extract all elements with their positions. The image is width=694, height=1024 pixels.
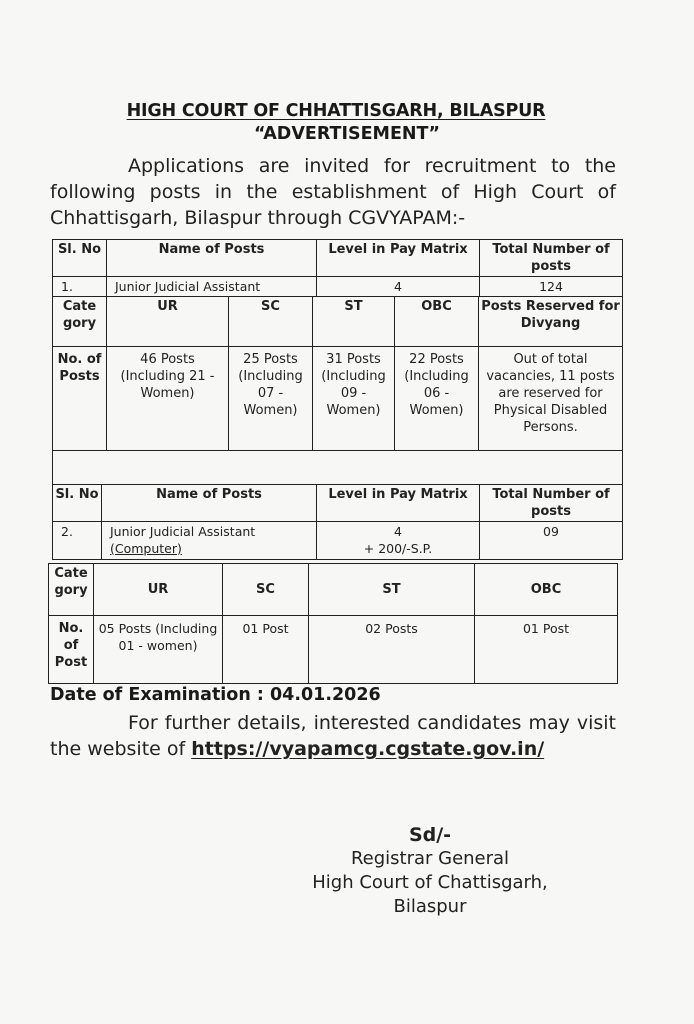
t2-cat-sc: SC (223, 564, 309, 616)
t2-post-name-line2: (Computer) (110, 541, 182, 556)
t2-posts-obc: 01 Post (475, 616, 618, 684)
t1-cat-sc: SC (229, 297, 313, 347)
t2-level (317, 522, 480, 560)
t2-level-header: Level in Pay Matrix (317, 485, 480, 522)
table2-header (52, 484, 623, 560)
t2-cat-st: ST (309, 564, 475, 616)
t2-posts-st: 02 Posts (309, 616, 475, 684)
t1-sl: 1. (53, 277, 107, 297)
t2-total-header: Total Number of posts (480, 485, 623, 522)
t1-posts-ur: 46 Posts (Including 21 - Women) (107, 347, 229, 451)
t1-posts-divyang: Out of total vacancies, 11 posts are reserved for Physical Disabled Persons. (479, 347, 623, 451)
t2-level-line2: + 200/-S.P. (363, 541, 433, 556)
t1-name-header: Name of Posts (107, 240, 317, 277)
table1-categories (52, 296, 623, 485)
t2-category-label: Cate gory (49, 564, 94, 616)
intro-paragraph (50, 153, 616, 231)
signatory-place: Bilaspur (393, 896, 467, 917)
t2-posts-ur: 05 Posts (Including 01 - women) (94, 616, 223, 684)
t1-total-header: Total Number of posts (480, 240, 623, 277)
t2-post-name (102, 522, 317, 560)
intro-text: Applications are invited for recruitment to the following posts in the establishment of High Court of Chhattisgarh, Bilaspur through CGVYAPAM:- (50, 155, 616, 229)
t2-cat-ur: UR (94, 564, 223, 616)
t1-posts-label: No. of Posts (53, 347, 107, 451)
t2-total: 09 (480, 522, 623, 560)
t2-sl-header: Sl. No (53, 485, 102, 522)
t2-post-name-line1: Junior Judicial Assistant (110, 524, 256, 539)
sd-mark: Sd/- (408, 824, 452, 846)
further-text: For further details, interested candidates may visit the website of (50, 712, 616, 760)
t2-posts-sc: 01 Post (223, 616, 309, 684)
t1-sl-header: Sl. No (53, 240, 107, 277)
t1-posts-obc: 22 Posts (Including 06 - Women) (395, 347, 479, 451)
t1-cat-divyang: Posts Reserved for Divyang (479, 297, 623, 347)
t2-posts-label: No. of Post (49, 616, 94, 684)
signatory-title: Registrar General (350, 848, 510, 869)
t1-cat-st: ST (313, 297, 395, 347)
t1-level-header: Level in Pay Matrix (317, 240, 480, 277)
t1-cat-ur: UR (107, 297, 229, 347)
website-link[interactable]: https://vyapamcg.cgstate.gov.in/ (191, 738, 545, 760)
t1-posts-st: 31 Posts (Including 09 - Women) (313, 347, 395, 451)
t1-post-name: Junior Judicial Assistant (107, 277, 317, 297)
further-details (50, 710, 616, 762)
t1-category-label: Cate gory (53, 297, 107, 347)
t1-cat-obc: OBC (395, 297, 479, 347)
t2-name-header: Name of Posts (102, 485, 317, 522)
t2-cat-obc: OBC (475, 564, 618, 616)
advertisement-heading: “ADVERTISEMENT” (254, 124, 440, 144)
signatory-court: High Court of Chattisgarh, (312, 872, 548, 893)
table1-header (52, 239, 623, 297)
t1-total: 124 (480, 277, 623, 297)
t2-sl: 2. (53, 522, 102, 560)
spacer-row (53, 451, 623, 485)
t1-level: 4 (317, 277, 480, 297)
t2-level-line1: 4 (394, 524, 402, 539)
table2-categories (48, 563, 618, 684)
court-title: HIGH COURT OF CHHATTISGARH, BILASPUR (126, 101, 546, 121)
t1-posts-sc: 25 Posts (Including 07 - Women) (229, 347, 313, 451)
exam-date: Date of Examination : 04.01.2026 (50, 685, 381, 705)
